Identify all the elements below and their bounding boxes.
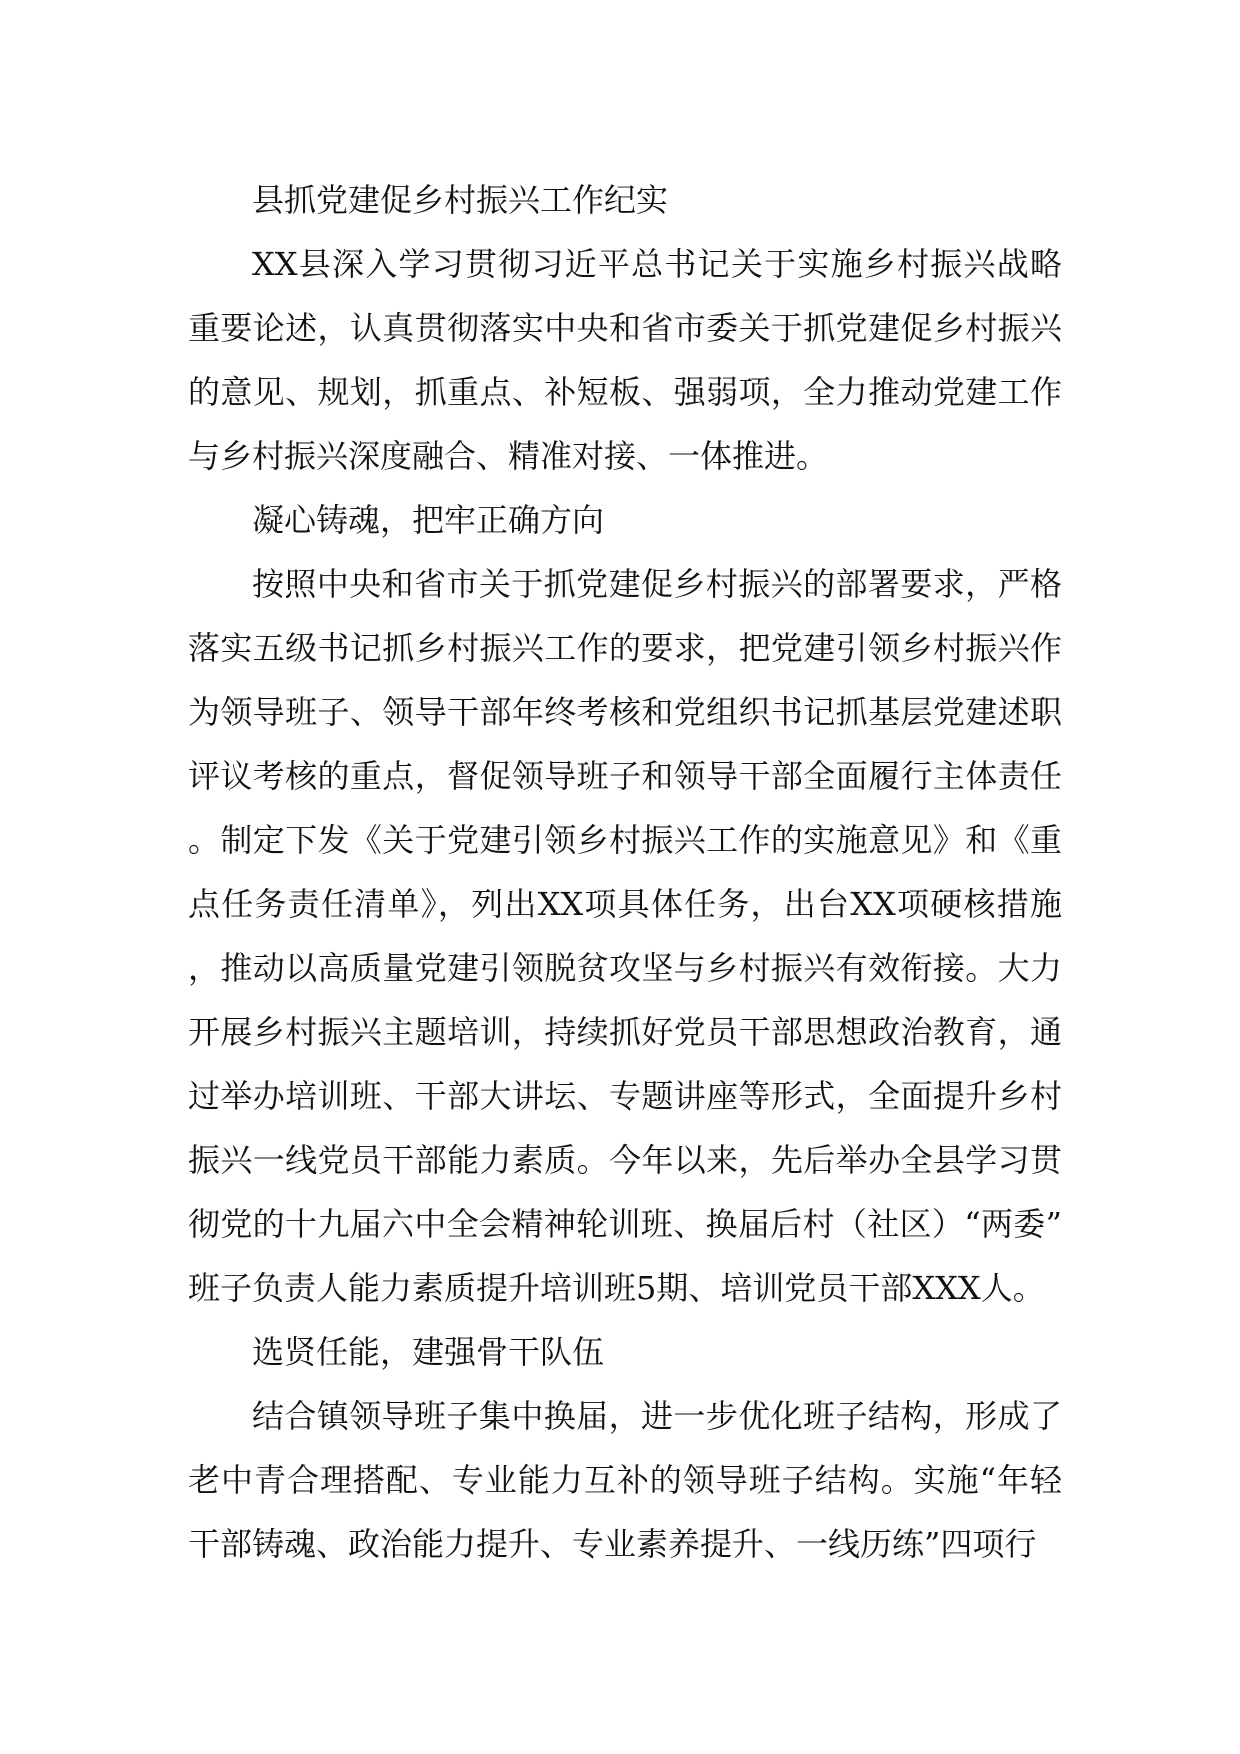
section-paragraph-2: 结合镇领导班子集中换届，进一步优化班子结构，形成了老中青合理搭配、专业能力互补的领导班子结构。实施“年轻干部铸魂、政治能力提升、专业素养提升、一线历练”四项行 (188, 1397, 1062, 1563)
section-heading-1: 凝心铸魂，把牢正确方向 (252, 501, 605, 539)
document-body (188, 168, 1062, 1576)
section-heading-2: 选贤任能，建强骨干队伍 (252, 1333, 605, 1371)
section-paragraph-1: 按照中央和省市关于抓党建促乡村振兴的部署要求，严格落实五级书记抓乡村振兴工作的要求，把党建引领乡村振兴作为领导班子、领导干部年终考核和党组织书记抓基层党建述职评议考核的重点，督促领导班子和领导干部全面履行主体责任。制定下发《关于党建引领乡村振兴工作的实施意见》和《重点任务责任清单》，列出XX项具体任务，出台XX项硬核措施，推动以高质量党建引领脱贫攻坚与乡村振兴有效衔接。大力开展乡村振兴主题培训，持续抓好党员干部思想政治教育，通过举办培训班、干部大讲坛、专题讲座等形式，全面提升乡村振兴一线党员干部能力素质。今年以来，先后举办全县学习贯彻党的十九届六中全会精神轮训班、换届后村（社区）“两委”班子负责人能力素质提升培训班5期、培训党员干部XXX人。 (188, 565, 1062, 1307)
document-title: 县抓党建促乡村振兴工作纪实 (252, 181, 669, 219)
intro-paragraph: XX县深入学习贯彻习近平总书记关于实施乡村振兴战略重要论述，认真贯彻落实中央和省市委关于抓党建促乡村振兴的意见、规划，抓重点、补短板、强弱项，全力推动党建工作与乡村振兴深度融合、精准对接、一体推进。 (188, 245, 1062, 475)
